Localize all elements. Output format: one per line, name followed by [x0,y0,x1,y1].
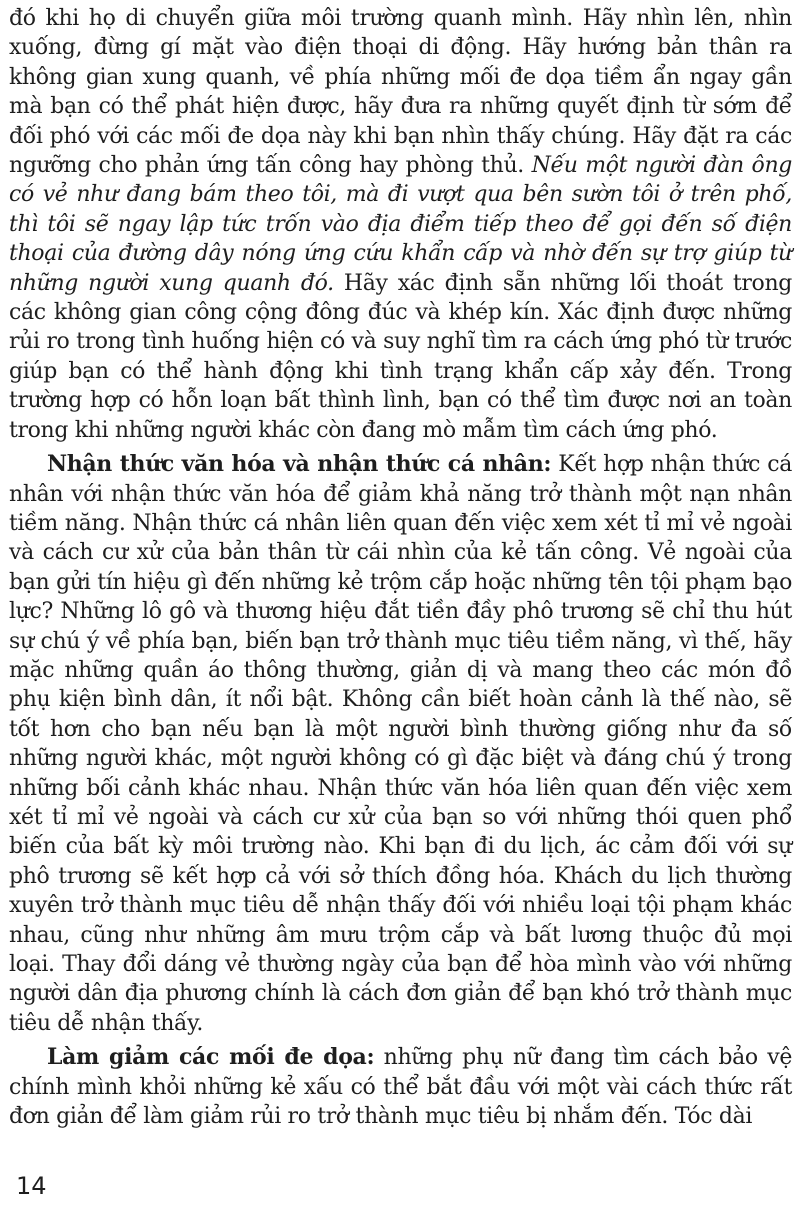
section-heading: Làm giảm các mối đe dọa: [47,1044,375,1071]
body-text [9,4,792,1131]
paragraph-text: đó khi họ di chuyển giữa môi trường quanh mình. Hãy nhìn lên, nhìn xuống, đừng gí mặt vào điện thoại di động. Hãy hướng bản thân ra không gian xung quanh, về phía những mối đe dọa tiềm ẩn ngay gần mà bạn có thể phát hiện được, hãy đưa ra những quyết định từ sớm để đối phó với các mối đe dọa này khi bạn nhìn thấy chúng. Hãy đặt ra các ngưỡng cho phản ứng tấn công hay phòng thủ. [9,6,792,179]
paragraph-text: Hãy xác định sẵn những lối thoát trong các không gian công cộng đông đúc và khép kín. Xác định được những rủi ro trong tình huống hiện có và suy nghĩ tìm ra cách ứng phó từ trước giúp bạn có thể hành động khi tình trạng khẩn cấp xảy đến. Trong trường hợp có hỗn loạn bất thình lình, bạn có thể tìm được nơi an toàn trong khi những người khác còn đang mò mẫm tìm cách ứng phó. [9,270,792,443]
page-number: 14 [16,1172,47,1200]
italic-example: Nếu một người đàn ông có vẻ như đang bám theo tôi, mà đi vượt qua bên sườn tôi ở trên phố, thì tôi sẽ ngay lập tức trốn vào địa điểm tiếp theo để gọi đến số điện thoại của đường dây nóng ứng cứu khẩn cấp và nhờ đến sự trợ giúp từ những người xung quanh đó. [9,153,792,296]
paragraph-awareness [9,450,792,1038]
paragraph-text: Kết hợp nhận thức cá nhân với nhận thức văn hóa để giảm khả năng trở thành một nạn nhân tiềm năng. Nhận thức cá nhân liên quan đến việc xem xét tỉ mỉ vẻ ngoài và cách cư xử của bản thân từ cái nhìn của kẻ tấn công. Vẻ ngoài của bạn gửi tín hiệu gì đến những kẻ trộm cắp hoặc những tên tội phạm bạo lực? Những lô gô và thương hiệu đắt tiền đầy phô trương sẽ chỉ thu hút sự chú ý về phía bạn, biến bạn trở thành mục tiêu tiềm năng, vì thế, hãy mặc những quần áo thông thường, giản dị và mang theo các món đồ phụ kiện bình dân, ít nổi bật. Không cần biết hoàn cảnh là thế nào, sẽ tốt hơn cho bạn nếu bạn là một người bình thường giống như đa số những người khác, một người không có gì đặc biệt và đáng chú ý trong những bối cảnh khác nhau. Nhận thức văn hóa liên quan đến việc xem xét tỉ mỉ vẻ ngoài và cách cư xử của bạn so với những thói quen phổ biến của bất kỳ môi trường nào. Khi bạn đi du lịch, ác cảm đối với sự phô trương sẽ kết hợp cả với sở thích đồng hóa. Khách du lịch thường xuyên trở thành mục tiêu dễ nhận thấy đối với nhiều loại tội phạm khác nhau, cũng như những âm mưu trộm cắp và bất lương thuộc đủ mọi loại. Thay đổi dáng vẻ thường ngày của bạn để hòa mình vào với những người dân địa phương chính là cách đơn giản để bạn khó trở thành mục tiêu dễ nhận thấy. [9,452,792,1036]
paragraph-reduce-threats [9,1043,792,1131]
paragraph-continuation [9,4,792,445]
section-heading: Nhận thức văn hóa và nhận thức cá nhân: [47,451,552,478]
paragraph-text: những phụ nữ đang tìm cách bảo vệ chính mình khỏi những kẻ xấu có thể bắt đầu với một vài cách thức rất đơn giản để làm giảm rủi ro trở thành mục tiêu bị nhắm đến. Tóc dài [9,1045,792,1130]
